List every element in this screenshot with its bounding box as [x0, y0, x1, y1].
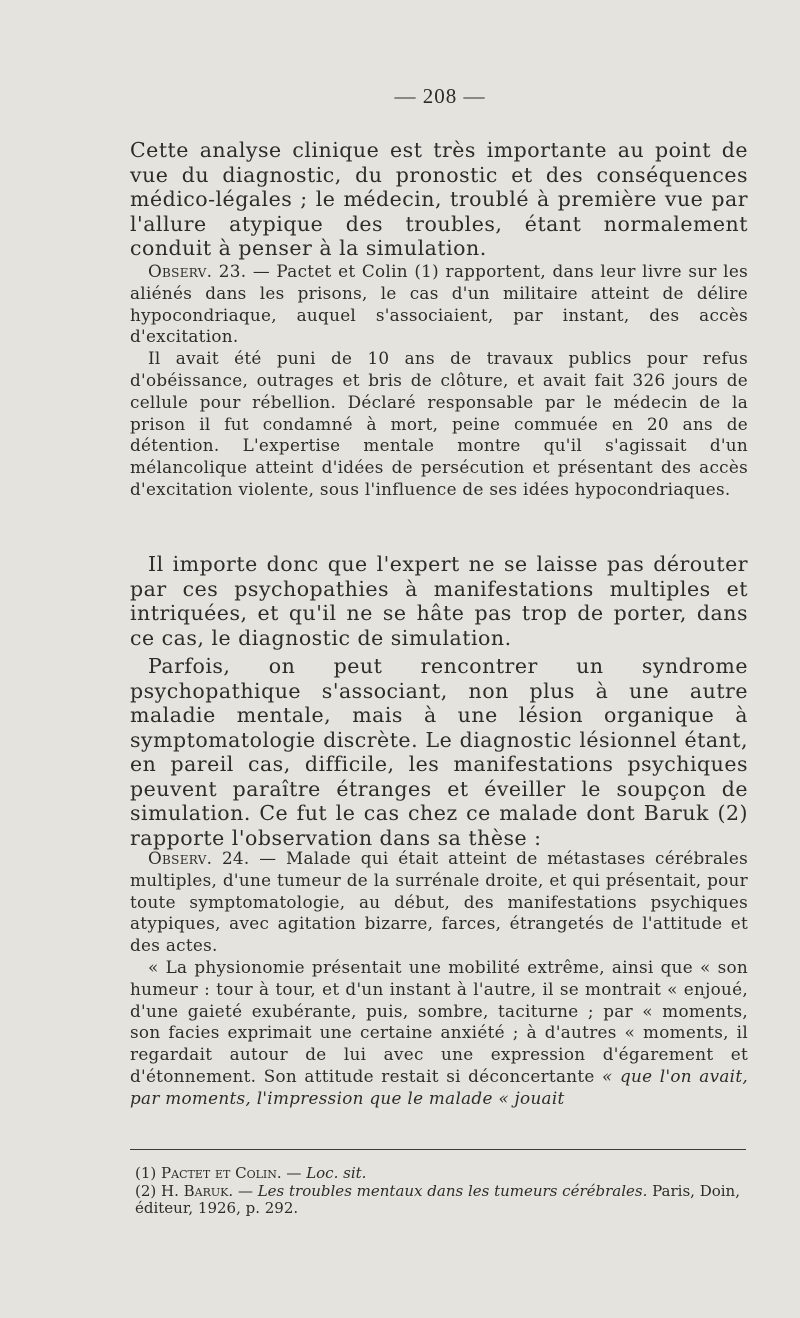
paragraph-text: Parfois, on peut rencontrer un syndrome psychopathique s'associant, non plus à une autre maladie mentale, mais à une lésion organique à symptomatologie discrète. Le diagnostic lésionnel étant, en pareil cas, difficile, les manifestations psychiques peuvent paraître étranges et éveiller le soupçon de simulation. Ce fut le cas chez ce malade dont Baruk (2) rapporte l'observation dans sa thèse :: [130, 654, 748, 850]
observation-number: 23.: [218, 261, 247, 281]
observation-23: [130, 261, 748, 501]
paragraph-text: Il importe donc que l'expert ne se laisse pas dérouter par ces psychopathies à manifestations multiples et intriquées, et qu'il ne se hâte pas trop de porter, dans ce cas, le diagnostic de simulation.: [130, 552, 748, 650]
observation-label: Observ.: [148, 261, 213, 281]
observation-23-intro: [130, 261, 748, 348]
observation-number: 24.: [221, 848, 250, 868]
observation-23-details: Il avait été puni de 10 ans de travaux publics pour refus d'obéissance, outrages et bris de clôture, et avait fait 326 jours de cellule pour rébellion. Déclaré responsable par le médecin de la prison il fut condamné à mort, peine commuée en 20 ans de détention. L'expertise mentale montre qu'il s'agissait d'un mélancolique atteint d'idées de persécution et présentant des accès d'excitation violente, sous l'influence de ses idées hypocondriaques.: [130, 348, 748, 499]
observation-label: Observ.: [148, 848, 213, 868]
footnote-2: [120, 1183, 750, 1218]
footnote-publisher: Paris, Doin, éditeur, 1926, p. 292.: [135, 1181, 740, 1217]
page-number: — 208 —: [394, 84, 486, 108]
footnote-authors: Pactet et Colin.: [161, 1164, 282, 1182]
paragraph-clinical-analysis: [130, 138, 748, 261]
footnote-1: [120, 1165, 750, 1183]
paragraph-text: Cette analyse clinique est très importante au point de vue du diagnostic, du pronostic et des conséquences médico-légales ; le médecin, troublé à première vue par l'allure atypique des troubles, étant normalement conduit à penser à la simulation.: [130, 138, 748, 260]
observation-24-quote: [130, 957, 748, 1110]
footnote-number: (1): [135, 1164, 157, 1182]
observation-text: — Pactet et Colin (1) rapportent, dans leur livre sur les aliénés dans les prisons, le cas d'un militaire atteint de délire hypocondriaque, auquel s'associaient, par instant, des accès d'excitation.: [130, 261, 748, 347]
footnote-dash: —: [237, 1181, 253, 1200]
quote-text: « La physionomie présentait une mobilité extrême, ainsi que « son humeur : tour à tour, et d'un instant à l'autre, il se montrait « enjoué, d'une gaieté exubérante, puis, sombre, taciturne ; par « moments, son facies exprimait une certaine anxiété ; à d'autres « moments, il regardait autour de lui avec une expression d'égarement et d'étonnement. Son attitude restait si déconcertante: [130, 956, 748, 1086]
footnote-reference: — Loc. sit.: [286, 1164, 367, 1182]
footnote-title: Les troubles mentaux dans les tumeurs cérébrales.: [257, 1181, 648, 1200]
footnote-authors: H. Baruk.: [161, 1181, 234, 1200]
observation-24: [130, 848, 748, 1110]
footnote-divider: [130, 1149, 746, 1150]
footnote-number: (2): [135, 1181, 157, 1200]
quote-italic-text: « que l'on avait, par moments, l'impression que le malade « jouait: [130, 1065, 749, 1108]
observation-24-intro: [130, 848, 748, 957]
observation-text: — Malade qui était atteint de métastases cérébrales multiples, d'une tumeur de la surrénale droite, et qui présentait, pour toute symptomatologie, au début, des manifestations psychiques atypiques, avec agitation bizarre, farces, étrangetés de l'attitude et des actes.: [130, 848, 748, 956]
paragraph-organic-lesion: [130, 654, 748, 850]
paragraph-expert: [130, 552, 748, 650]
footnotes: [120, 1165, 750, 1218]
